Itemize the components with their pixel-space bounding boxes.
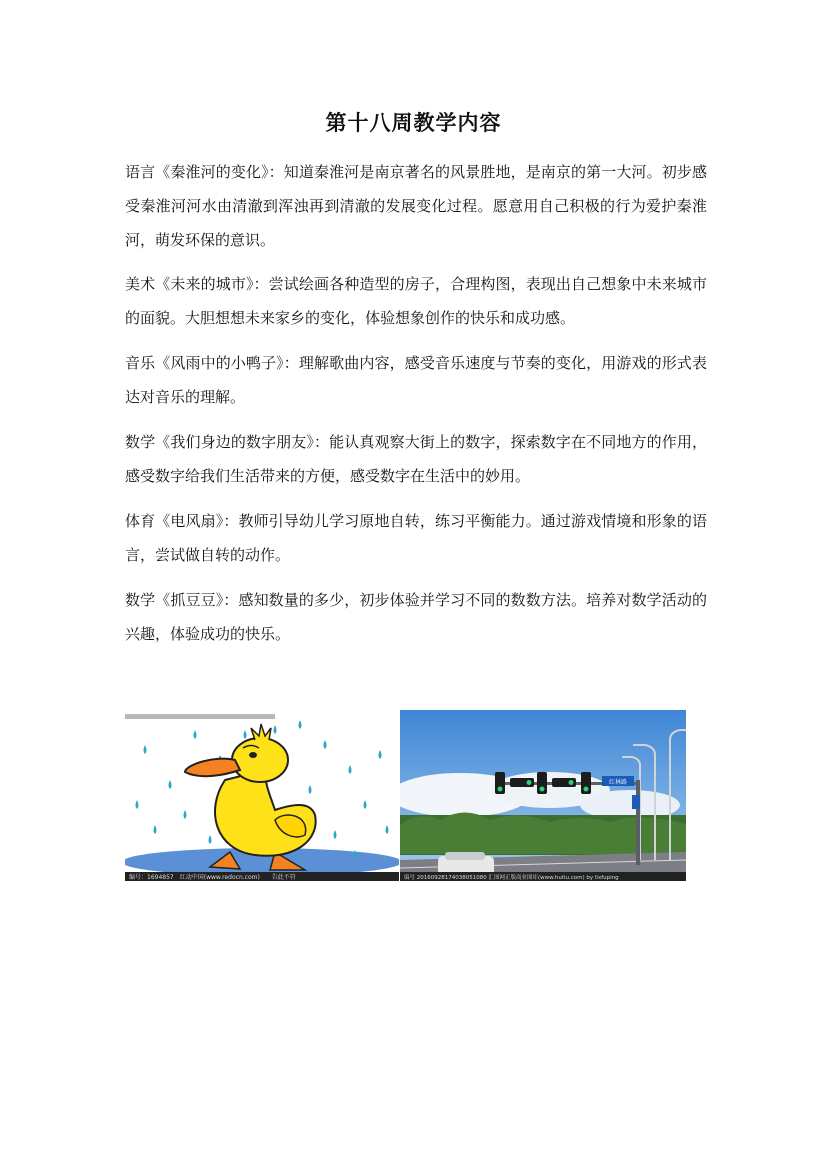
paragraph-pe: 体育《电风扇》：教师引导幼儿学习原地自转，练习平衡能力。通过游戏情境和形象的语言，尝试做自转的动作。	[125, 512, 707, 564]
traffic-light-photo	[400, 710, 686, 881]
paragraph-math-beans: 数学《抓豆豆》：感知数量的多少，初步体验并学习不同的数数方法。培养对数学活动的兴趣，体验成功的快乐。	[125, 591, 707, 643]
duck-image-caption: 编号：1694857 红动中国(www.redocn.com) 告此不符	[129, 874, 296, 881]
paragraph-art: 美术《未来的城市》：尝试绘画各种造型的房子，合理构图，表现出自己想象中未来城市的面貌。大胆想想未来家乡的变化，体验想象创作的快乐和成功感。	[125, 275, 707, 327]
page-title: 第十八周教学内容	[325, 110, 502, 135]
paragraph-language: 语言《秦淮河的变化》：知道秦淮河是南京著名的风景胜地，是南京的第一大河。初步感受秦淮河河水由清澈到浑浊再到清澈的发展变化过程。愿意用自己积极的行为爱护秦淮河，萌发环保的意识。	[125, 163, 707, 249]
street-sign-text: 红林路	[608, 779, 628, 786]
paragraph-music: 音乐《风雨中的小鸭子》：理解歌曲内容，感受音乐速度与节奏的变化，用游戏的形式表达对音乐的理解。	[125, 354, 707, 406]
paragraph-math-numbers: 数学《我们身边的数字朋友》：能认真观察大街上的数字，探索数字在不同地方的作用，感受数字给我们生活带来的方便，感受数字在生活中的妙用。	[125, 433, 707, 485]
traffic-image-caption: 编号 20160928174038051080 汇图网正版商业图库(www.huitu.com) by lixfuping	[404, 875, 619, 881]
duck-in-rain-image	[125, 710, 399, 881]
